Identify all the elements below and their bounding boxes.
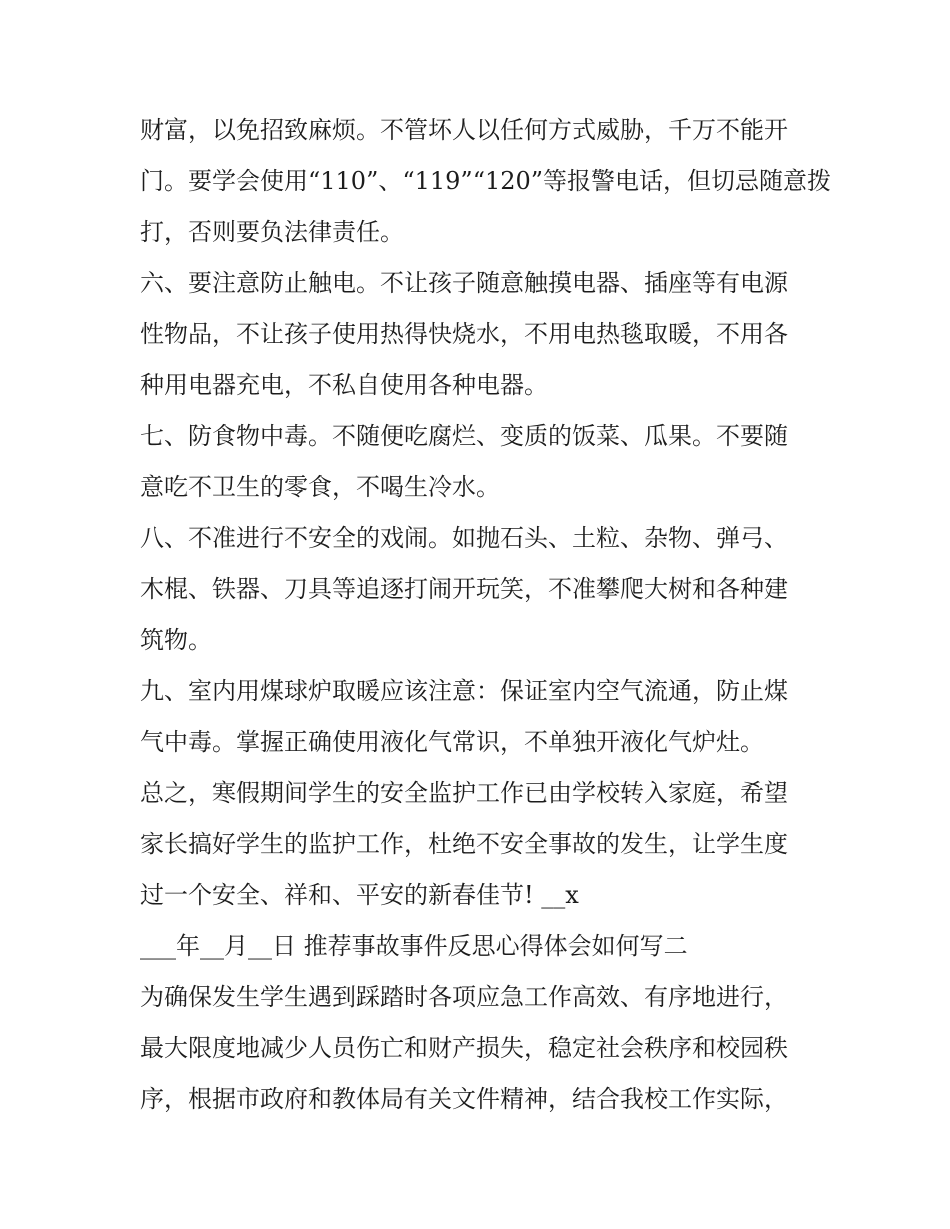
text-line: 序，根据市政府和教体局有关文件精神，结合我校工作实际， xyxy=(140,1085,788,1113)
text-line: 门。要学会使用“110”、“119”“120”等报警电话，但切忌随意拨 xyxy=(140,167,832,195)
text-line: 意吃不卫生的零食，不喝生冷水。 xyxy=(140,473,500,501)
text-line: 家长搞好学生的监护工作，杜绝不安全事故的发生，让学生度 xyxy=(140,830,788,858)
text-line: 财富，以免招致麻烦。不管坏人以任何方式威胁，千万不能开 xyxy=(140,116,788,144)
text-line: 筑物。 xyxy=(140,626,212,654)
document-body xyxy=(140,105,832,1125)
text-line: 最大限度地减少人员伤亡和财产损失，稳定社会秩序和校园秩 xyxy=(140,1034,788,1062)
text-line: 打，否则要负法律责任。 xyxy=(140,218,404,246)
text-line: 为确保发生学生遇到踩踏时各项应急工作高效、有序地进行， xyxy=(140,983,788,1011)
text-line: 总之，寒假期间学生的安全监护工作已由学校转入家庭，希望 xyxy=(140,779,788,807)
text-line: 气中毒。掌握正确使用液化气常识，不单独开液化气炉灶。 xyxy=(140,728,764,756)
text-line: 八、不准进行不安全的戏闹。如抛石头、土粒、杂物、弹弓、 xyxy=(140,524,788,552)
text-line: 七、防食物中毒。不随便吃腐烂、变质的饭菜、瓜果。不要随 xyxy=(140,422,788,450)
text-line: 六、要注意防止触电。不让孩子随意触摸电器、插座等有电源 xyxy=(140,269,788,297)
text-line: 种用电器充电，不私自使用各种电器。 xyxy=(140,371,548,399)
text-line: ___年__月__日 推荐事故事件反思心得体会如何写二 xyxy=(140,932,688,960)
text-line: 木棍、铁器、刀具等追逐打闹开玩笑，不准攀爬大树和各种建 xyxy=(140,575,788,603)
text-line: 性物品，不让孩子使用热得快烧水，不用电热毯取暖，不用各 xyxy=(140,320,788,348)
text-line: 过一个安全、祥和、平安的新春佳节! __x xyxy=(140,881,579,909)
text-line: 九、室内用煤球炉取暖应该注意：保证室内空气流通，防止煤 xyxy=(140,677,788,705)
